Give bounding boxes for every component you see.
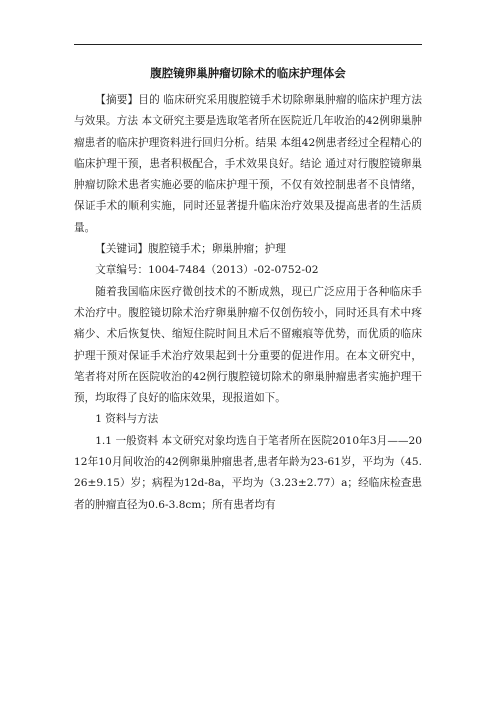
keywords-paragraph: 【关键词】腹腔镜手术；卵巢肿瘤；护理 — [95, 243, 286, 256]
section-heading: 1 资料与方法 — [95, 413, 159, 426]
paper-body — [74, 90, 422, 516]
header-rule — [74, 44, 422, 45]
article-number: 文章编号：1004-7484（2013）-02-0752-02 — [95, 264, 319, 277]
general-data-paragraph: 1.1 一般资料 本文研究对象均选自于笔者所在医院2010年3月——2012年10月间收治的42例卵巢肿瘤患者,患者年龄为23-61岁，平均为（45.26±9.15）岁；病程为12d-8a，平均为（3.23±2.77）a；经临床检查患者的肿瘤直径为0.6-3.8cm；所有患者均有 — [74, 434, 422, 511]
paper-title: 腹腔镜卵巢肿瘤切除术的临床护理体会 — [150, 66, 346, 80]
intro-paragraph: 随着我国临床医疗微创技术的不断成熟，现已广泛应用于各种临床手术治疗中。腹腔镜切除术治疗卵巢肿瘤不仅创伤较小，同时还具有术中疼痛少、术后恢复快、缩短住院时间且术后不留瘢痕等优势，而优质的临床护理干预对保证手术治疗效果起到十分重要的促进作用。在本文研究中，笔者将对所在医院收治的42例行腹腔镜切除术的卵巢肿瘤患者实施护理干预，均取得了良好的临床效果，现报道如下。 — [74, 285, 422, 405]
abstract-paragraph: 【摘要】目的 临床研究采用腹腔镜手术切除卵巢肿瘤的临床护理方法与效果。方法 本文研究主要是选取笔者所在医院近几年收治的42例卵巢肿瘤患者的临床护理资料进行回归分析。结果 本组42例患者经过全程精心的临床护理干预，患者积极配合，手术效果良好。结论 通过对行腹腔镜卵巢肿瘤切除术患者实施必要的临床护理干预，不仅有效控制患者不良情绪，保证手术的顺利实施，同时还显著提升临床治疗效果及提高患者的生活质量。 — [74, 94, 422, 234]
